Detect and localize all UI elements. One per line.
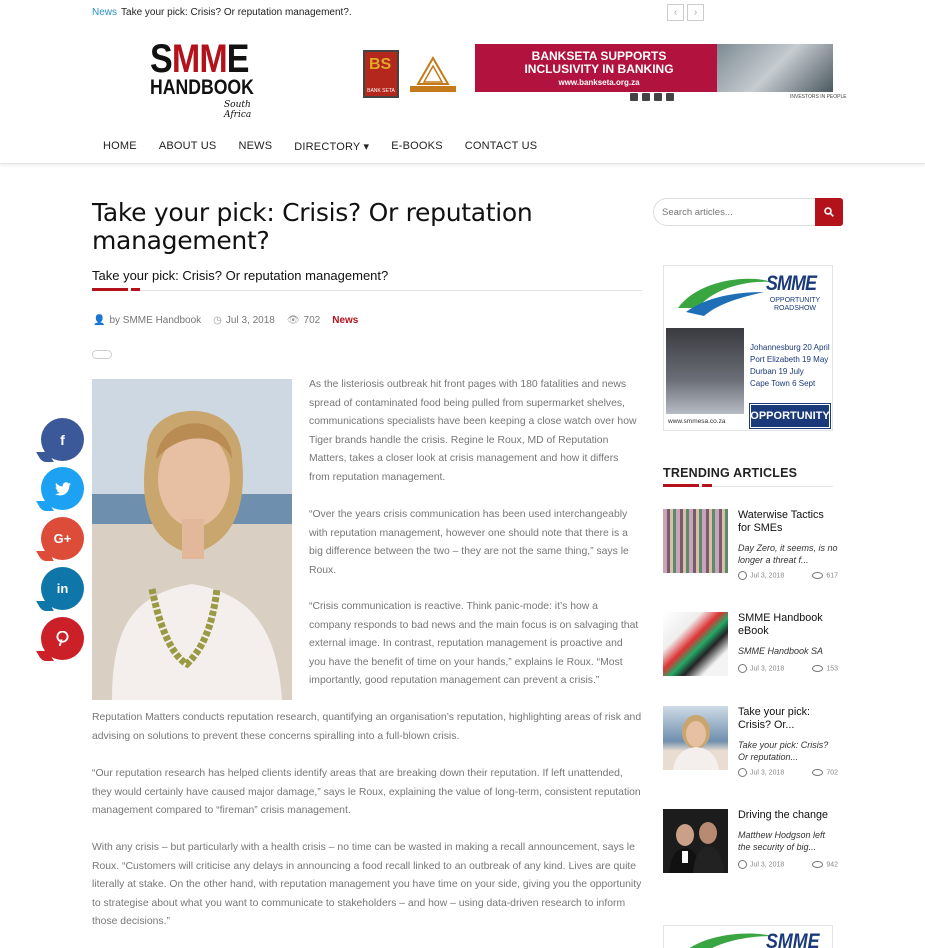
trending-excerpt: Day Zero, it seems, is no longer a threat f... <box>738 543 838 565</box>
trending-date: Jul 3, 2018 <box>750 769 785 777</box>
article-paragraph-2: “Over the years crisis communication has been used interchangeably with reputation management, however one should note that there is a big difference between the two – they are not the same thing,” says le Roux. <box>309 509 629 576</box>
ticker-next-button[interactable]: › <box>687 4 704 21</box>
article-paragraph-6: With any crisis – but particularly with a health crisis – no time can be wasted in making a recall announcement, says le Roux. “Customers will criticise any delays in announcing a food recall linked to an outbreak of any kind. Lives are quite literally at stake. On the other hand, with reputation management you have time on your side, giving you the opportunity to strategise about what you want to communicate to stakeholders – and how – using data-driven research to inform those decisions.” <box>92 842 642 928</box>
article-meta <box>93 315 358 326</box>
article-subtitle: Take your pick: Crisis? Or reputation management? <box>92 268 389 283</box>
trending-excerpt: SMME Handbook SA <box>738 646 824 656</box>
site-logo[interactable] <box>150 37 270 120</box>
subtitle-divider <box>92 290 642 291</box>
ticker-nav <box>667 4 704 21</box>
banner-headline: BANKSETA SUPPORTS INCLUSIVITY IN BANKING <box>524 49 674 76</box>
nav-e-books[interactable]: E-BOOKS <box>391 140 443 152</box>
trending-thumb[interactable] <box>663 706 728 770</box>
main-nav <box>0 130 925 164</box>
coins-image <box>717 44 833 92</box>
trending-item[interactable] <box>663 612 838 682</box>
article-category[interactable]: News <box>332 315 359 326</box>
trending-views: 617 <box>826 572 838 580</box>
ticker-prev-button[interactable]: ‹ <box>667 4 684 21</box>
banner-social-icons <box>630 93 674 101</box>
smme-roadshow-ad[interactable] <box>663 265 833 431</box>
trending-title[interactable]: SMME Handbook eBook <box>738 612 823 637</box>
nav-directory[interactable]: DIRECTORY ▾ <box>294 141 370 153</box>
article-photo <box>92 379 292 700</box>
nav-contact-us[interactable]: CONTACT US <box>464 140 538 152</box>
facebook-icon: f <box>60 431 65 448</box>
trending-title[interactable]: Driving the change <box>738 809 829 821</box>
trending-views: 702 <box>826 769 838 777</box>
trending-views: 942 <box>826 861 838 869</box>
ad-url: www.smmesa.co.za <box>668 418 726 425</box>
trending-item[interactable] <box>663 509 838 579</box>
article-author[interactable]: by SMME Handbook <box>109 315 202 326</box>
logo-tagline: South Africa <box>224 100 252 120</box>
share-facebook-button[interactable] <box>41 418 84 461</box>
search-button[interactable] <box>815 198 843 226</box>
article-title: Take your pick: Crisis? Or reputation management? <box>92 198 533 255</box>
trending-item[interactable] <box>663 706 838 776</box>
ad-speaker-photo <box>666 328 744 414</box>
logo-line1: SMME <box>150 37 249 81</box>
nav-news[interactable]: NEWS <box>238 140 273 152</box>
ad-dates: Johannesburg 20 April Port Elizabeth 19 May Durban 19 July Cape Town 6 Sept <box>750 343 830 388</box>
ticker-text[interactable]: Take your pick: Crisis? Or reputation management?. <box>121 7 352 18</box>
google-plus-icon: G+ <box>53 531 72 546</box>
trending-excerpt: Take your pick: Crisis? Or reputation... <box>738 740 829 762</box>
swoosh-logo <box>668 270 778 320</box>
clock-icon <box>738 768 747 777</box>
article-paragraph-4: Reputation Matters conducts reputation research, quantifying an organisation’s reputation, highlighting areas of risk and advising on solutions to prevent these concerns spiralling into a full-blown crisis. <box>92 712 642 742</box>
clock-icon <box>738 664 747 673</box>
trending-thumb[interactable] <box>663 612 728 676</box>
smme-ad-bottom[interactable] <box>663 925 833 948</box>
nav-about-us[interactable]: ABOUT US <box>158 140 217 152</box>
share-pinterest-button[interactable] <box>41 617 84 660</box>
trending-accent <box>663 484 713 487</box>
share-linkedin-button[interactable] <box>41 567 84 610</box>
logo-line2: HANDBOOK <box>150 76 254 99</box>
toggle-pill[interactable] <box>92 350 112 359</box>
trending-excerpt: Matthew Hodgson left the security of big... <box>738 830 826 852</box>
investors-in-people: INVESTORS IN PEOPLE <box>790 94 847 100</box>
banner-url: www.bankseta.org.za <box>558 78 640 87</box>
eye-icon <box>812 861 823 868</box>
search-input[interactable] <box>653 198 816 226</box>
search-icon <box>824 207 834 217</box>
user-icon: 👤 <box>93 315 106 326</box>
eye-icon <box>812 665 823 672</box>
trending-heading: TRENDING ARTICLES <box>663 466 798 480</box>
subtitle-accent <box>92 288 140 291</box>
ad-opportunity-badge: OPPORTUNITY <box>750 404 830 428</box>
trending-views: 153 <box>826 665 838 673</box>
article-views: 702 <box>303 315 321 326</box>
trending-date: Jul 3, 2018 <box>750 861 785 869</box>
bankseta-logo[interactable]: BS BANK SETA <box>363 50 399 98</box>
pinterest-icon <box>56 631 69 646</box>
nav-home[interactable]: HOME <box>103 140 137 152</box>
eye-icon: 👁 <box>286 315 300 326</box>
trending-title[interactable]: Take your pick: Crisis? Or... <box>738 706 811 731</box>
eye-icon <box>812 572 823 579</box>
trending-date: Jul 3, 2018 <box>750 665 785 673</box>
clock-icon <box>738 860 747 869</box>
ticker-tag[interactable]: News <box>92 7 118 18</box>
bankseta-banner[interactable] <box>475 44 833 92</box>
clock-icon: ◷ <box>213 315 222 326</box>
linkedin-icon: in <box>56 581 69 596</box>
article-paragraph-5: “Our reputation research has helped clients identify areas that are breaking down their reputation. If left unattended, they would certainly have caused major damage,” says le Roux, explaining the value of long-term, consistent reputation management compared to “fireman” crisis management. <box>92 768 641 817</box>
trending-thumb[interactable] <box>663 809 728 873</box>
trending-thumb[interactable] <box>663 509 728 573</box>
article-paragraph-1: As the listeriosis outbreak hit front pages with 180 fatalities and news spread of contaminated food being pulled from supermarket shelves, communications specialists have been keeping a close watch over how Tiger brands handle the crisis. Regine le Roux, MD of Reputation Matters, takes a closer look at crisis management and how it differs from reputation management. <box>309 379 637 483</box>
trending-title[interactable]: Waterwise Tactics for SMEs <box>738 509 824 534</box>
eye-icon <box>812 769 823 776</box>
share-google-plus-button[interactable] <box>41 517 84 560</box>
clock-icon <box>738 571 747 580</box>
trending-date: Jul 3, 2018 <box>750 572 785 580</box>
ad-subtitle: OPPORTUNITY ROADSHOW <box>769 297 821 312</box>
news-ticker[interactable] <box>92 7 352 18</box>
trending-item[interactable] <box>663 809 838 879</box>
partner-logo <box>408 56 458 96</box>
share-twitter-button[interactable] <box>41 467 84 510</box>
twitter-icon <box>55 482 71 496</box>
ad-brand: SMME <box>766 272 817 295</box>
ad-brand: SMME <box>766 930 820 948</box>
article-date: Jul 3, 2018 <box>225 315 275 326</box>
article-paragraph-3: “Crisis communication is reactive. Think panic-mode: it’s how a company responds to bad news and the main focus is on salvaging that external image. In contrast, reputation management is proactive and you have the benefit of time on your hands,” explains le Roux. “Most importantly, good reputation management can prevent a crisis.” <box>309 601 639 687</box>
